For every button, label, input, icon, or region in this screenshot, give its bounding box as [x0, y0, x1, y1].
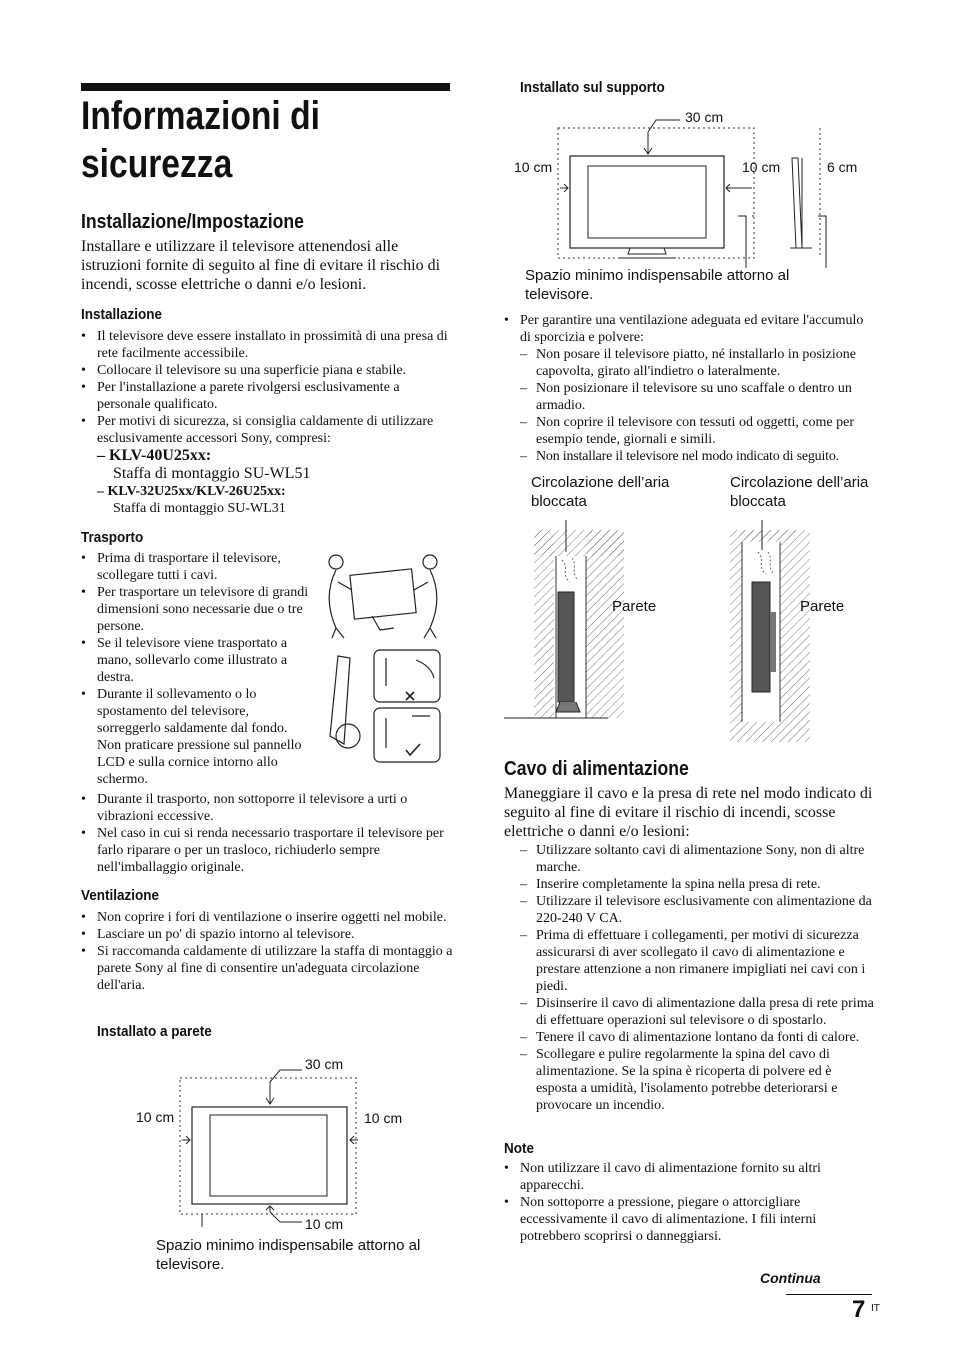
title-rule: [81, 83, 450, 91]
wall-top-distance: 30 cm: [305, 1056, 344, 1072]
ventilazione-heading: Ventilazione: [81, 887, 160, 904]
list-item: • Per garantire una ventilazione adeguata ed evitare l'accumulo di sporcizia e polvere:: [504, 312, 876, 346]
list-item: – Tenere il cavo di alimentazione lontano da fonti di calore.: [504, 1029, 876, 1046]
note-list: [504, 1160, 876, 1245]
stand-right-distance: 10 cm: [742, 159, 781, 175]
list-item: – Utilizzare il televisore esclusivamente con alimentazione da 220-240 V CA.: [504, 893, 876, 927]
list-item: • Per trasportare un televisore di grandi dimensioni sono necessarie due o tre persone.: [81, 584, 313, 635]
stand-diagram-caption: Spazio minimo indispensabile attorno al televisore.: [525, 267, 790, 303]
footer-rule: [786, 1294, 872, 1295]
installazione-list: [81, 328, 451, 517]
list-item: • Non utilizzare il cavo di alimentazione fornito su altri apparecchi.: [504, 1160, 876, 1194]
wall-left-distance: 10 cm: [136, 1109, 175, 1125]
stand-diagram-heading: Installato sul supporto: [520, 79, 665, 96]
stand-clearance-diagram: [540, 108, 870, 268]
install-intro: Installare e utilizzare il televisore attenendosi alle istruzioni fornite di seguito al fine di evitare il rischio di incendi, scosse elettriche o danni e/o lesioni.: [81, 238, 441, 293]
list-item: – Prima di effettuare i collegamenti, per motivi di sicurezza assicurarsi di aver scollegato il cavo di alimentazione e prestare attenzione a non rimanere impigliati nei cavi con i piedi.: [504, 927, 876, 995]
list-item: • Non sottoporre a pressione, piegare o attorcigliare eccessivamente il cavo di alimentazione. I fili interni potrebbero scoprirsi o danneggiarsi.: [504, 1194, 876, 1245]
list-item: • Si raccomanda caldamente di utilizzare la staffa di montaggio a parete Sony al fine di consentire un'adeguata circolazione dell'aria.: [81, 943, 453, 994]
list-item: – Non posare il televisore piatto, né installarlo in posizione capovolta, girato all'indietro o lateralmente.: [504, 346, 876, 380]
trasporto-heading: Trasporto: [81, 529, 144, 546]
list-item: – Utilizzare soltanto cavi di alimentazione Sony, non di altre marche.: [504, 842, 876, 876]
install-heading: Installazione/Impostazione: [81, 211, 304, 233]
model-item: [81, 483, 451, 517]
right-shelf-diagram: [730, 520, 810, 742]
airflow-right-label: Circolazione dell’aria bloccata: [730, 474, 869, 510]
list-item: • Il televisore deve essere installato in prossimità di una presa di rete facilmente accessibile.: [81, 328, 451, 362]
list-item: – Disinserire il cavo di alimentazione dalla presa di rete prima di effettuare operazioni sul televisore o di spostarlo.: [504, 995, 876, 1029]
model-item: [81, 447, 451, 483]
wall-diagram-heading: Installato a parete: [97, 1023, 212, 1040]
list-item: – Non coprire il televisore con tessuti od oggetti, come per esempio tende, giornali e simili.: [504, 414, 876, 448]
wall-bottom-distance: 10 cm: [305, 1216, 344, 1232]
ventilazione-list: [81, 909, 453, 994]
stand-top-distance: 30 cm: [685, 109, 724, 125]
wall-label-right: Parete: [800, 598, 845, 615]
page-title-line-2: sicurezza: [81, 142, 233, 186]
cavo-list: [504, 842, 876, 1114]
list-item: • Collocare il televisore su una superficie piana e stabile.: [81, 362, 451, 379]
airflow-blocked-diagrams: [500, 512, 820, 746]
left-shelf-diagram: [504, 520, 624, 718]
list-item: • Non coprire i fori di ventilazione o inserire oggetti nel mobile.: [81, 909, 453, 926]
page-title-line-1: Informazioni di: [81, 94, 320, 138]
ventilation-more-list: [504, 312, 876, 465]
tv-lifting-illustration: [320, 648, 444, 764]
list-item: • Lasciare un po' di spazio intorno al televisore.: [81, 926, 453, 943]
two-people-carrying-tv-illustration: [322, 550, 446, 640]
model-bracket: Staffa di montaggio SU-WL51: [113, 465, 311, 482]
list-item: • Se il televisore viene trasportato a mano, sollevarlo come illustrato a destra.: [81, 635, 313, 686]
list-item: • Durante il sollevamento o lo spostamento del televisore, sorreggerlo saldamente dal fondo. Non praticare pressione sul pannello LCD e sulla cornice intorno allo schermo.: [81, 686, 313, 788]
cavo-heading: Cavo di alimentazione: [504, 758, 689, 780]
page-title: [81, 92, 320, 188]
model-name: – KLV-32U25xx/KLV-26U25xx:: [97, 484, 286, 499]
list-item: • Per motivi di sicurezza, si consiglia caldamente di utilizzare esclusivamente accessori Sony, compresi:: [81, 413, 451, 447]
page-number: 7: [852, 1296, 866, 1323]
airflow-left-label: Circolazione dell’aria bloccata: [531, 474, 670, 510]
list-item: • Prima di trasportare il televisore, scollegare tutti i cavi.: [81, 550, 313, 584]
wall-clearance-diagram: [130, 1052, 460, 1227]
continue-label: Continua: [760, 1270, 821, 1286]
note-heading: Note: [504, 1140, 535, 1157]
tv-screen: [588, 166, 706, 238]
list-item: – Scollegare e pulire regolarmente la spina del cavo di alimentazione. Se la spina è ricoperta di polvere ed è esposta a umidità, l'isolamento potrebbe deteriorarsi e provocare un incendio.: [504, 1046, 876, 1114]
wall-label-left: Parete: [612, 598, 657, 615]
list-item: • Nel caso in cui si renda necessario trasportare il televisore per farlo riparare o per un trasloco, richiuderlo sempre nell'imballaggio originale.: [81, 825, 453, 876]
tv-frame: [570, 156, 724, 248]
trasporto-list-wide: [81, 791, 453, 876]
model-name: – KLV-40U25xx:: [97, 447, 212, 464]
trasporto-list-narrow: [81, 550, 313, 788]
list-item: • Per l'installazione a parete rivolgersi esclusivamente a personale qualificato.: [81, 379, 451, 413]
cavo-intro: Maneggiare il cavo e la presa di rete nel modo indicato di seguito al fine di evitare il rischio di incendi, scosse elettriche o danni e/o lesioni:: [504, 785, 873, 840]
language-code: IT: [871, 1303, 880, 1314]
tv-screen: [210, 1115, 327, 1196]
wall-diagram-caption: Spazio minimo indispensabile attorno al televisore.: [156, 1237, 421, 1273]
list-item: – Non posizionare il televisore su uno scaffale o dentro un armadio.: [504, 380, 876, 414]
installazione-heading: Installazione: [81, 306, 163, 323]
list-item: – Non installare il televisore nel modo indicato di seguito.: [504, 448, 876, 465]
model-bracket: Staffa di montaggio SU-WL31: [113, 501, 286, 516]
tv-frame: [192, 1107, 347, 1204]
clearance-boundary: [180, 1078, 356, 1214]
wall-right-distance: 10 cm: [364, 1110, 403, 1126]
stand-left-distance: 10 cm: [514, 159, 553, 175]
list-item: • Durante il trasporto, non sottoporre il televisore a urti o vibrazioni eccessive.: [81, 791, 453, 825]
list-item: – Inserire completamente la spina nella presa di rete.: [504, 876, 876, 893]
stand-side-distance: 6 cm: [827, 159, 858, 175]
